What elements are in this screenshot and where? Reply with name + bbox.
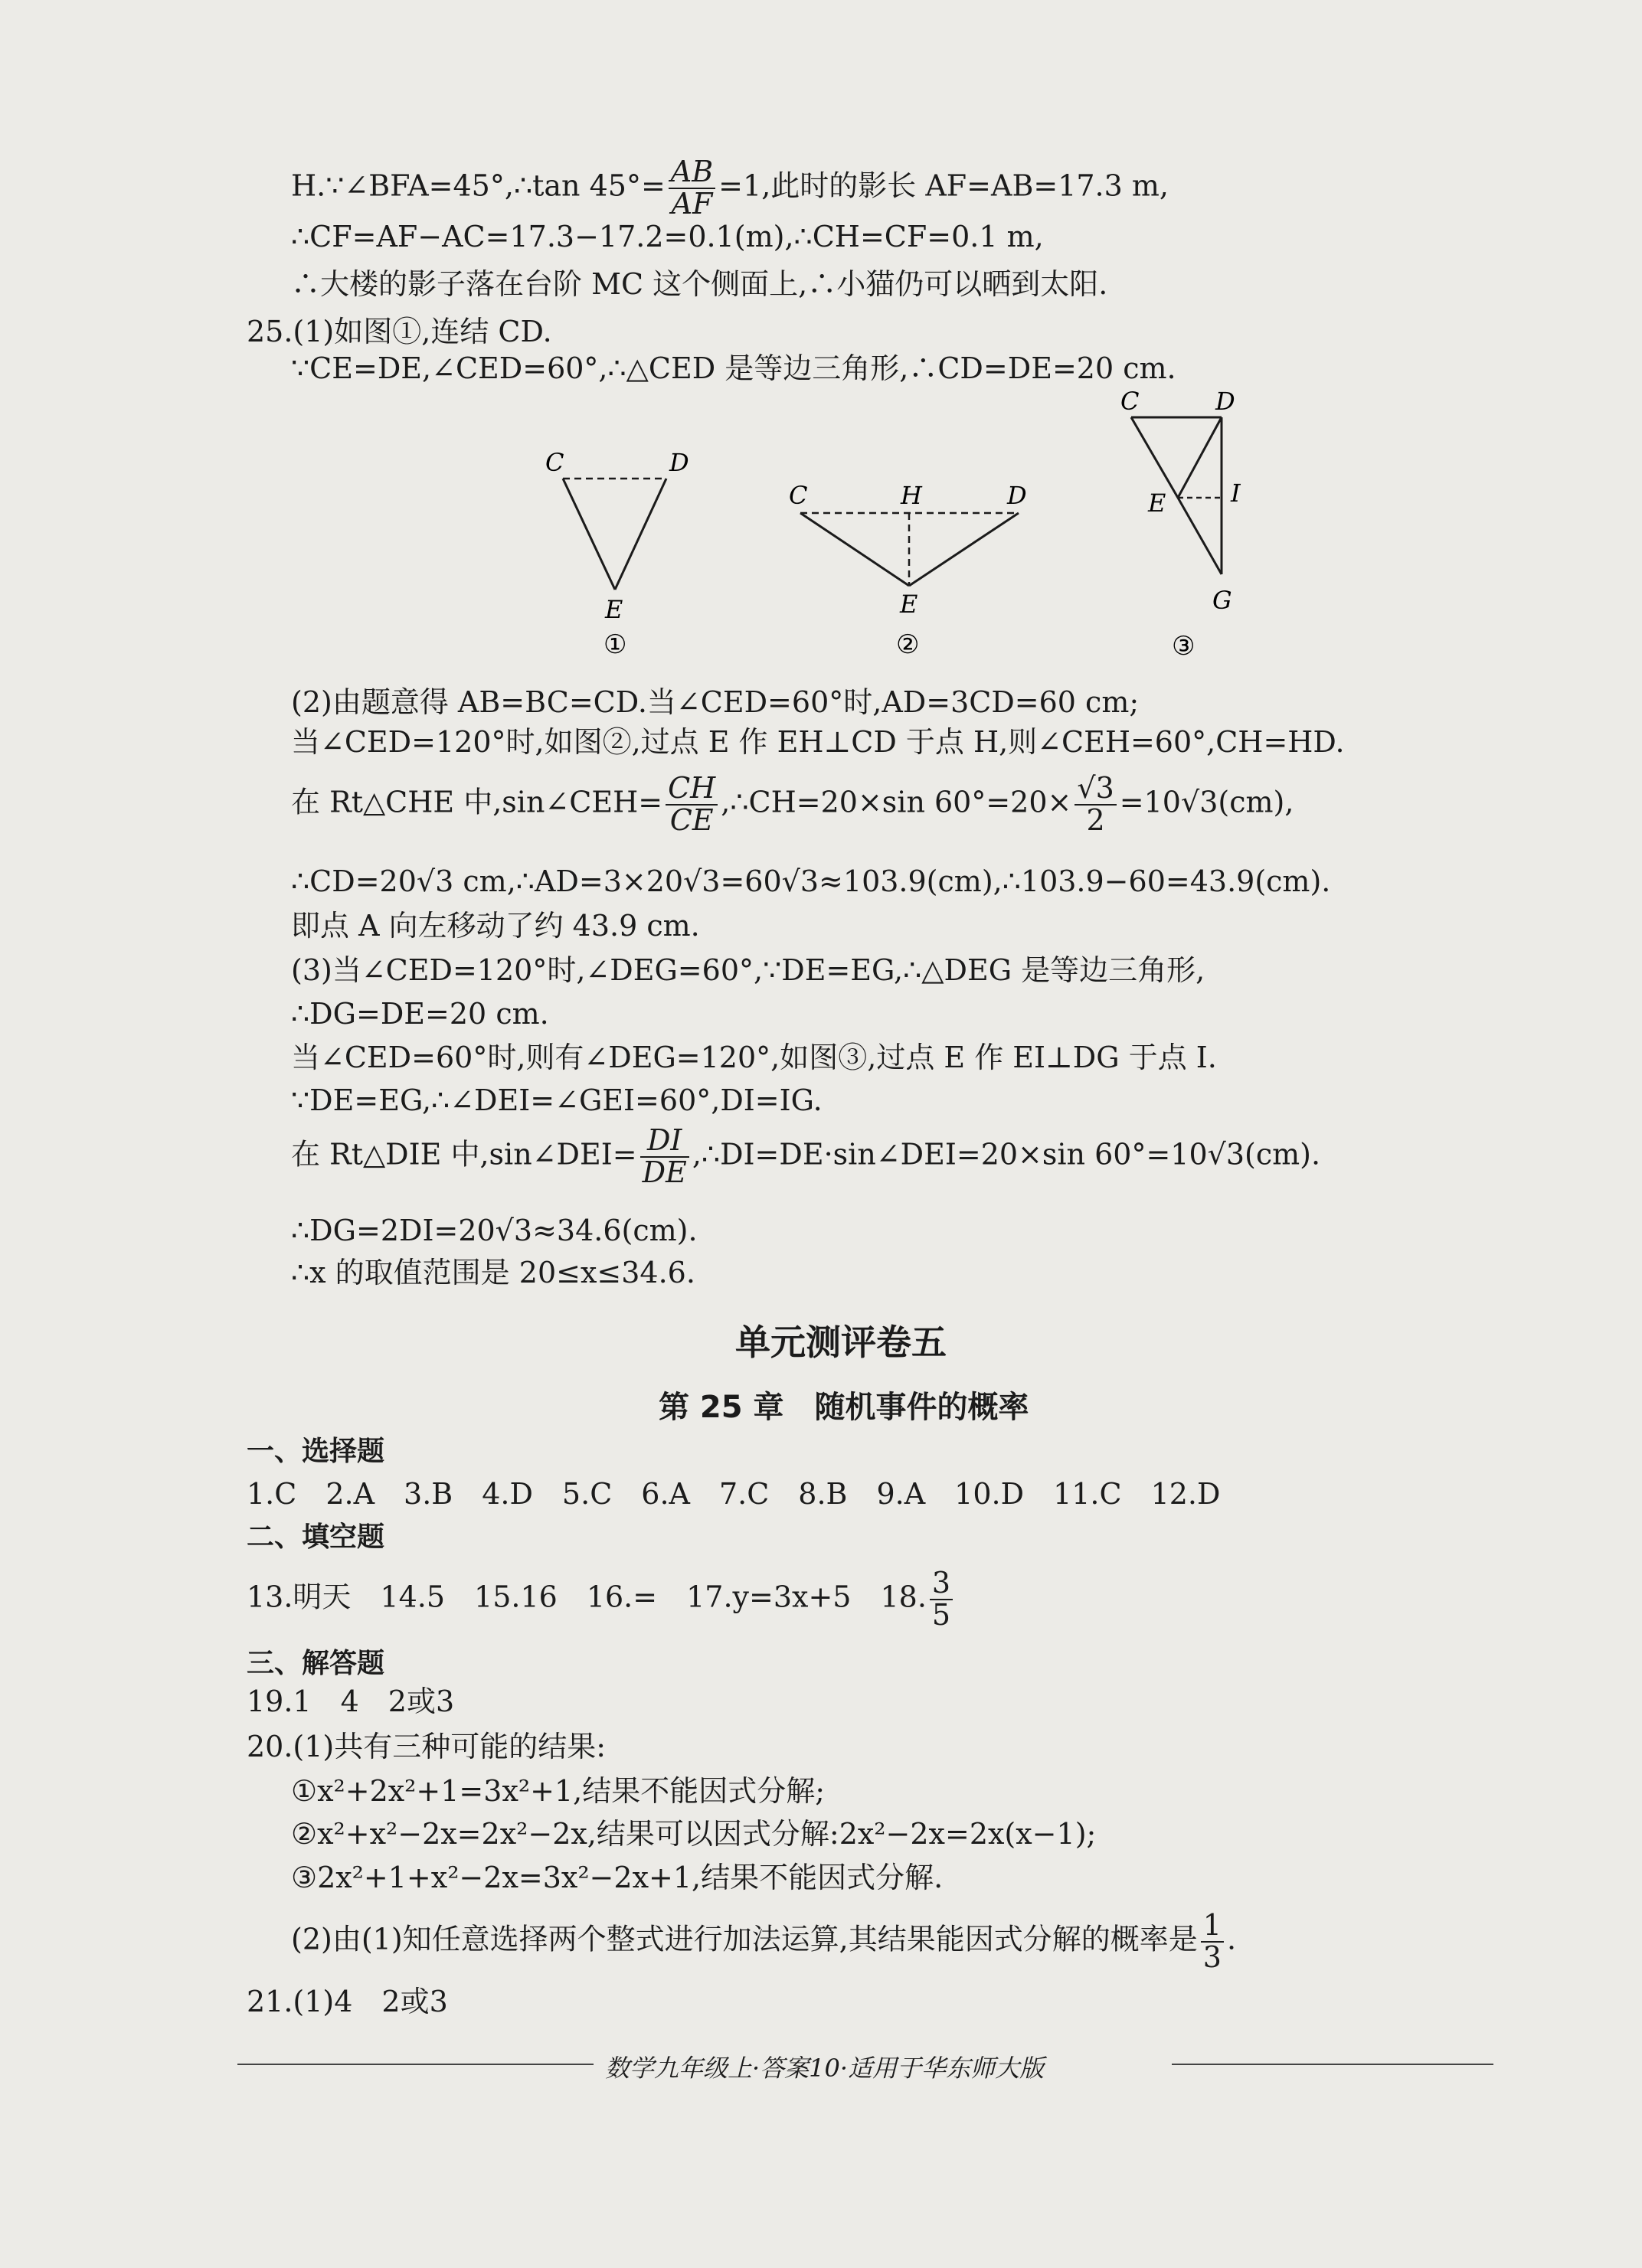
text-line <box>291 1910 1236 1973</box>
figure-number: ② <box>896 629 920 655</box>
fraction <box>1074 773 1116 836</box>
figure-number: ③ <box>1172 631 1196 659</box>
text-line: 即点 A 向左移动了约 43.9 cm. <box>291 909 700 943</box>
label-c: C <box>545 448 564 477</box>
text-segment: ,∴CH=20×sin 60°=20× <box>721 785 1072 819</box>
text-segment: =1,此时的影长 AF=AB=17.3 m, <box>718 168 1169 203</box>
segment-de <box>615 479 666 590</box>
segment-ce <box>563 479 615 590</box>
label-e: E <box>900 590 918 619</box>
text-segment: 在 Rt△CHE 中,sin∠CEH= <box>291 785 663 819</box>
text-segment: =10√3(cm), <box>1119 785 1294 819</box>
text-line: (2)由题意得 AB=BC=CD.当∠CED=60°时,AD=3CD=60 cm; <box>291 685 1140 719</box>
question-21: 21.(1)4 2或3 <box>247 1985 448 2018</box>
question-20: 20.(1)共有三种可能的结果: <box>247 1730 607 1763</box>
text-line: ∴DG=DE=20 cm. <box>291 997 549 1031</box>
denominator: DE <box>642 1155 687 1189</box>
question-25: 25.(1)如图①,连结 CD. <box>247 315 552 348</box>
text-segment: 在 Rt△DIE 中,sin∠DEI= <box>291 1137 637 1172</box>
text-line: ∵CE=DE,∠CED=60°,∴△CED 是等边三角形,∴CD=DE=20 cm. <box>291 351 1176 385</box>
label-e: E <box>1148 489 1166 518</box>
text-segment: 13.明天 14.5 15.16 16.= 17.y=3x+5 18. <box>247 1580 927 1614</box>
question-19: 19.1 4 2或3 <box>247 1685 455 1718</box>
segment-ce <box>800 513 909 586</box>
figure-2 <box>774 479 1049 655</box>
text-line <box>291 157 1169 220</box>
denominator: CE <box>669 802 714 837</box>
text-line: ∴DG=2DI=20√3≈34.6(cm). <box>291 1214 698 1247</box>
text-line: ∴大楼的影子落在台阶 MC 这个侧面上,∴小猫仍可以晒到太阳. <box>291 267 1108 301</box>
text-line: (3)当∠CED=120°时,∠DEG=60°,∵DE=EG,∴△DEG 是等边三角形, <box>291 953 1205 987</box>
text-line: ②x²+x²−2x=2x²−2x,结果可以因式分解:2x²−2x=2x(x−1); <box>291 1817 1097 1851</box>
footer-rule-left <box>237 2064 594 2065</box>
segment-de <box>909 513 1019 586</box>
section-fill: 二、填空题 <box>247 1521 385 1553</box>
label-d: D <box>1007 481 1027 510</box>
chapter-title: 第 25 章 随机事件的概率 <box>659 1390 1029 1425</box>
text-line: ∴x 的取值范围是 20≤x≤34.6. <box>291 1256 695 1289</box>
fraction <box>930 1568 953 1631</box>
numerator: AB <box>669 157 715 189</box>
page-footer: 数学九年级上·答案10·适用于华东师大版 <box>605 2054 1045 2083</box>
figure-3 <box>1114 387 1267 659</box>
unit-title: 单元测评卷五 <box>735 1322 947 1363</box>
denominator: 2 <box>1086 802 1105 837</box>
text-line: ∴CF=AF−AC=17.3−17.2=0.1(m),∴CH=CF=0.1 m, <box>291 220 1044 253</box>
text-line <box>291 773 1294 836</box>
text-segment: . <box>1226 1922 1237 1956</box>
numerator: CH <box>666 773 718 806</box>
label-c: C <box>789 481 808 510</box>
fraction <box>669 157 715 220</box>
label-d: D <box>1215 387 1235 416</box>
numerator: 3 <box>930 1568 953 1600</box>
numerator: 1 <box>1201 1910 1224 1943</box>
segment-eg <box>1178 498 1222 574</box>
segment-de <box>1178 417 1222 498</box>
section-choice: 一、选择题 <box>247 1436 385 1467</box>
text-line: 当∠CED=120°时,如图②,过点 E 作 EH⊥CD 于点 H,则∠CEH=60°,CH=HD. <box>291 725 1345 759</box>
figure-1 <box>536 448 697 655</box>
text-segment: H.∵∠BFA=45°,∴tan 45°= <box>291 168 666 203</box>
text-line: ∴CD=20√3 cm,∴AD=3×20√3=60√3≈103.9(cm),∴103.9−60=43.9(cm). <box>291 864 1331 898</box>
text-segment: (2)由(1)知任意选择两个整式进行加法运算,其结果能因式分解的概率是 <box>291 1922 1198 1956</box>
text-line: ①x²+2x²+1=3x²+1,结果不能因式分解; <box>291 1774 826 1808</box>
fraction <box>640 1123 689 1189</box>
section-solve: 三、解答题 <box>247 1648 385 1679</box>
denominator: 3 <box>1202 1940 1222 1974</box>
label-h: H <box>901 481 922 510</box>
label-i: I <box>1231 479 1241 508</box>
text-segment: ,∴DI=DE·sin∠DEI=20×sin 60°=10√3(cm). <box>692 1137 1321 1172</box>
fraction <box>1201 1910 1224 1973</box>
text-line: 当∠CED=60°时,则有∠DEG=120°,如图③,过点 E 作 EI⊥DG 于点 I. <box>291 1041 1217 1074</box>
label-c: C <box>1120 387 1140 416</box>
fill-answers <box>247 1568 956 1631</box>
label-g: G <box>1212 586 1232 615</box>
label-d: D <box>669 448 689 477</box>
choice-answers: 1.C 2.A 3.B 4.D 5.C 6.A 7.C 8.B 9.A 10.D 11.C 12.D <box>247 1477 1221 1511</box>
footer-rule-right <box>1172 2064 1493 2065</box>
fraction <box>666 773 718 836</box>
text-line: ③2x²+1+x²−2x=3x²−2x+1,结果不能因式分解. <box>291 1861 944 1894</box>
numerator: √3 <box>1074 773 1116 806</box>
denominator: 5 <box>931 1597 951 1632</box>
denominator: AF <box>671 186 713 221</box>
text-line <box>291 1123 1321 1189</box>
segment-ce <box>1131 417 1178 498</box>
text-line: ∵DE=EG,∴∠DEI=∠GEI=60°,DI=IG. <box>291 1083 823 1117</box>
numerator: DI <box>640 1126 689 1158</box>
figure-number: ① <box>603 629 627 655</box>
label-e: E <box>605 595 623 624</box>
